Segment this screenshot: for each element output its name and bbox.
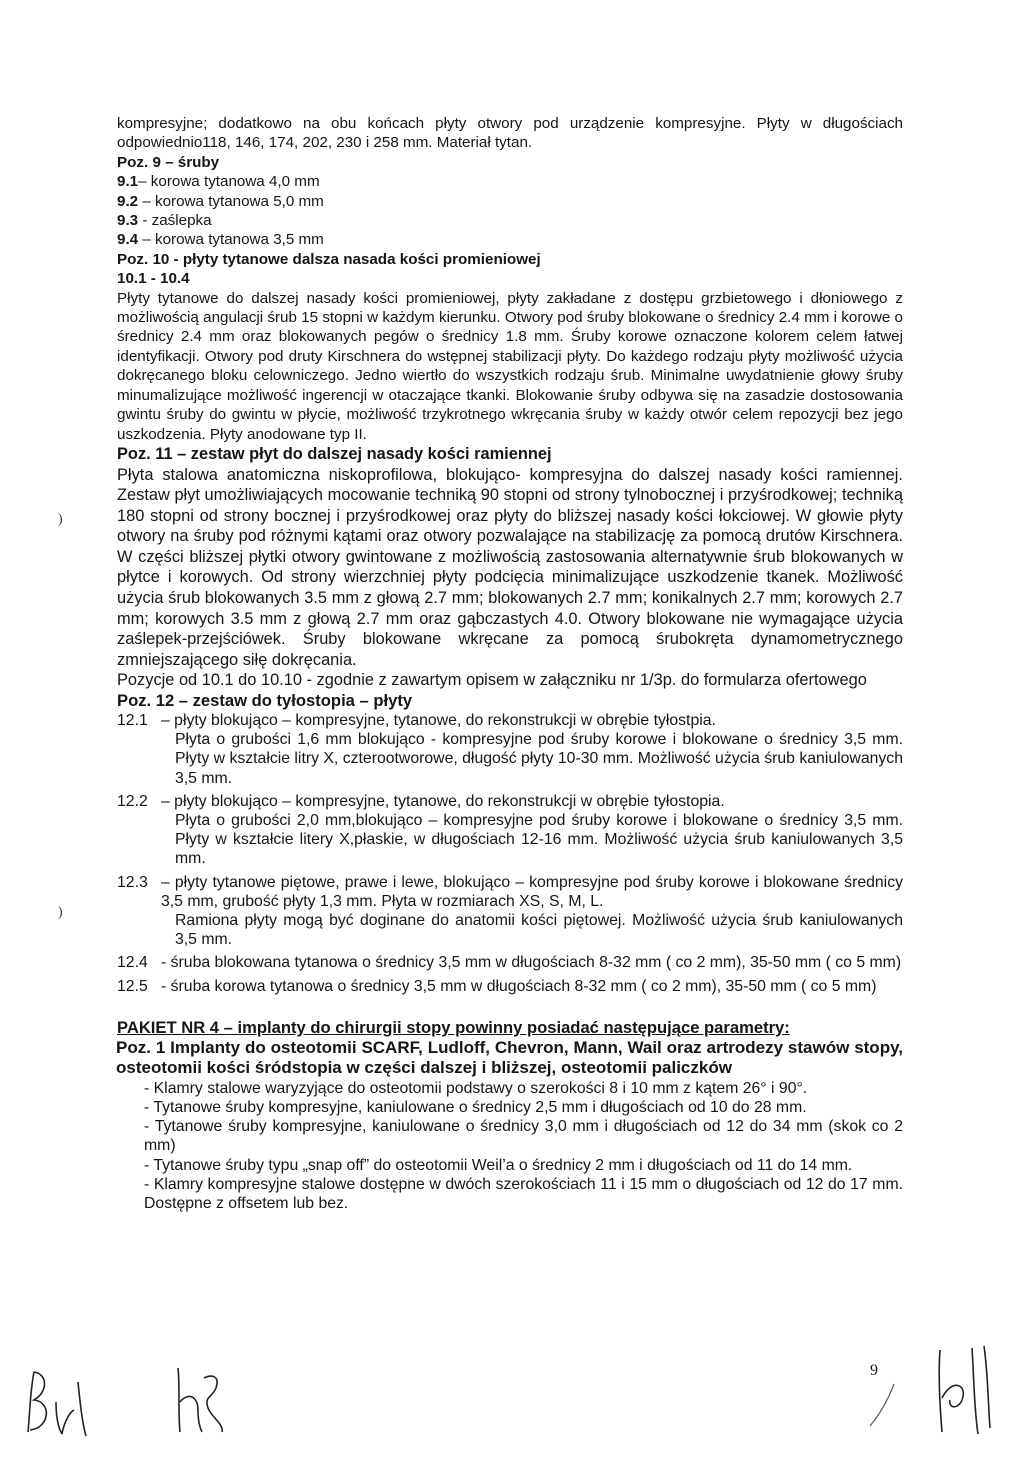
poz9-item: 9.1– korowa tytanowa 4,0 mm: [117, 173, 320, 191]
list-item: - Klamry kompresyjne stalowe dostępne w dwóch szerokościach 11 i 15 mm o długościach od 12 do 17 mm. Dostępne z offsetem lub bez.: [144, 1175, 903, 1212]
poz9-heading: Poz. 9 – śruby: [117, 153, 220, 171]
poz12-heading: Poz. 12 – zestaw do tyłostopia – płyty: [117, 691, 413, 711]
section-humerus: [117, 444, 903, 691]
poz9-item: 9.3 - zaślepka: [117, 212, 212, 230]
pakiet4-bullet-list: [144, 1079, 903, 1213]
intro-paragraph: kompresyjne; dodatkowo na obu końcach płyty otwory pod urządzenie kompresyjne. Płyty w długościach odpowiednio118, 146, 174, 202, 230 i 258 mm. Materiał tytan.: [117, 115, 903, 152]
poz10-heading: Poz. 10 - płyty tytanowe dalsza nasada kości promieniowej: [117, 250, 541, 268]
decorative-stroke: [864, 1380, 904, 1430]
poz12-item-detail: Ramiona płyty mogą być doginane do anatomii kości piętowej. Możliwość użycia śrub kaniulowanych 3,5 mm.: [175, 912, 903, 949]
poz9-item: 9.4 – korowa tytanowa 3,5 mm: [117, 231, 324, 249]
pakiet4-poz1-heading: Poz. 1 Implanty do osteotomii SCARF, Ludloff, Chevron, Mann, Wail oraz artrodezy stawów stopy, osteotomii kości śródstopia w części dalszej i bliższej, osteotomii paliczków: [116, 1037, 903, 1078]
section-screws: [117, 114, 903, 444]
list-item: - Tytanowe śruby typu „snap off” do osteotomii Weil’a o średnicy 2 mm i długościach od 11 do 14 mm.: [144, 1156, 853, 1174]
poz12-item: 12.1 – płyty blokująco – kompresyjne, tytanowe, do rekonstrukcji w obrębie tyłostpia.: [117, 712, 716, 730]
signature-initials-left: [18, 1362, 108, 1442]
poz10-range: 10.1 - 10.4: [117, 270, 190, 288]
poz11-heading: Poz. 11 – zestaw płyt do dalszej nasady kości ramiennej: [117, 444, 552, 463]
document-body: [117, 114, 903, 1213]
poz12-item: 12.3 – płyty tytanowe piętowe, prawe i lewe, blokująco – kompresyjne pod śruby korowe i blokowane średnicy 3,5 mm, grubość płyty 1,3 mm. Płyta w rozmiarach XS, S, M, L.: [117, 873, 903, 910]
poz12-item-detail: Płyta o grubości 1,6 mm blokująco - kompresyjne pod śruby korowe i blokowane o średnicy 3,5 mm. Płyty w kształcie litry X, czterootworowe, długość płyty 10-30 mm. Możliwość użycia śrub kaniulowanych 3,5 mm.: [175, 731, 903, 787]
poz12-item: 12.5 - śruba korowa tytanowa o średnicy 3,5 mm w długościach 8-32 mm ( co 2 mm), 35-50 mm ( co 5 mm): [117, 977, 877, 995]
margin-mark: ): [58, 512, 63, 527]
poz12-item: 12.4 - śruba blokowana tytanowa o średnicy 3,5 mm w długościach 8-32 mm ( co 2 mm), 35-50 mm ( co 5 mm): [117, 954, 902, 972]
poz11-positions: Pozycje od 10.1 do 10.10 - zgodnie z zawartym opisem w załączniku nr 1/3p. do formularza ofertowego: [117, 671, 867, 690]
page-number: 9: [870, 1362, 878, 1379]
list-item: - Tytanowe śruby kompresyjne, kaniulowane o średnicy 2,5 mm i długościach od 10 do 28 mm.: [144, 1098, 807, 1116]
poz12-item-detail: Płyta o grubości 2,0 mm,blokująco – kompresyjne pod śruby korowe i blokowane o średnicy 3,5 mm. Płyty w kształcie litery X,płaskie, w długościach 12-16 mm. Możliwość użycia śrub kaniulowanych 3,5 mm.: [175, 812, 903, 868]
signature-initials-right: [928, 1338, 1004, 1438]
signature-initials-center: [168, 1358, 238, 1438]
section-hindfoot: [117, 691, 903, 996]
list-item: - Klamry stalowe waryzyjące do osteotomii podstawy o szerokości 8 i 10 mm z kątem 26° i 90°.: [144, 1079, 808, 1097]
margin-mark: ): [58, 905, 63, 920]
poz10-body: Płyty tytanowe do dalszej nasady kości promieniowej, płyty zakładane z dostępu grzbietowego i dłoniowego z możliwością angulacji śrub 15 stopni w każdym kierunku. Otwory pod śruby blokowane o średnicy 2.4 mm i korowe o średnicy 2.4 mm oraz blokowanych pegów o średnicy 1.8 mm. Śruby korowe oznaczone kolorem celem łatwej identyfikacji. Otwory pod druty Kirschnera do wstępnej stabilizacji płyty. Do każdego rodzaju płyty możliwość użycia dokręcanego bloku celowniczego. Jedno wiertło do wszystkich rodzaju śrub. Minimalne uwydatnienie głowy śruby minumalizujące możliwość ingerencji w otaczające tkanki. Blokowanie śruby odbywa się na zasadzie dostosowania gwintu śruby do gwintu w płycie, możliwość trzykrotnego wkręcania śruby w każdy otwór celem repozycji bez jego uszkodzenia. Płyty anodowane typ II.: [117, 289, 903, 443]
poz11-body: Płyta stalowa anatomiczna niskoprofilowa, blokująco- kompresyjna do dalszej nasady kości ramiennej. Zestaw płyt umożliwiających mocowanie techniką 90 stopni od strony tylnobocznej i przyśrodkowej; techniką 180 stopni od strony bocznej i przyśrodkowej oraz płyty do bliższej nasady kości łokciowej. W głowie płyty otwory na śruby pod różnymi kątami oraz otwory pozwalające na stabilizację za pomocą drutów Kirschnera. W części bliższej płytki otwory gwintowane z możliwością zastosowania alternatywnie śrub blokowanych w płytce i korowych. Od strony wierzchniej płyty podcięcia minimalizujące uszkodzenie tkanek. Możliwość użycia śrub blokowanych 3.5 mm z głową 2.7 mm; blokowanych 2.7 mm; konikalnych 2.7 mm; korowych 2.7 mm; korowych 3.5 mm z głową 2.7 mm oraz gąbczastych 4.0. Otwory blokowane nie wymagające użycia zaślepek-przejściówek. Śruby blokowane wkręcane za pomocą śrubokręta dynamometrycznego zmniejszającego siłę dokręcania.: [117, 465, 903, 669]
poz12-item: 12.2 – płyty blokująco – kompresyjne, tytanowe, do rekonstrukcji w obrębie tyłostopia.: [117, 792, 725, 810]
poz9-item: 9.2 – korowa tytanowa 5,0 mm: [117, 192, 324, 210]
list-item: - Tytanowe śruby kompresyjne, kaniulowane o średnicy 3,0 mm i długościach od 12 do 34 mm (skok co 2 mm): [144, 1118, 903, 1155]
pakiet4-heading: PAKIET NR 4 – implanty do chirurgii stopy powinny posiadać następujące parametry:: [117, 1017, 790, 1037]
